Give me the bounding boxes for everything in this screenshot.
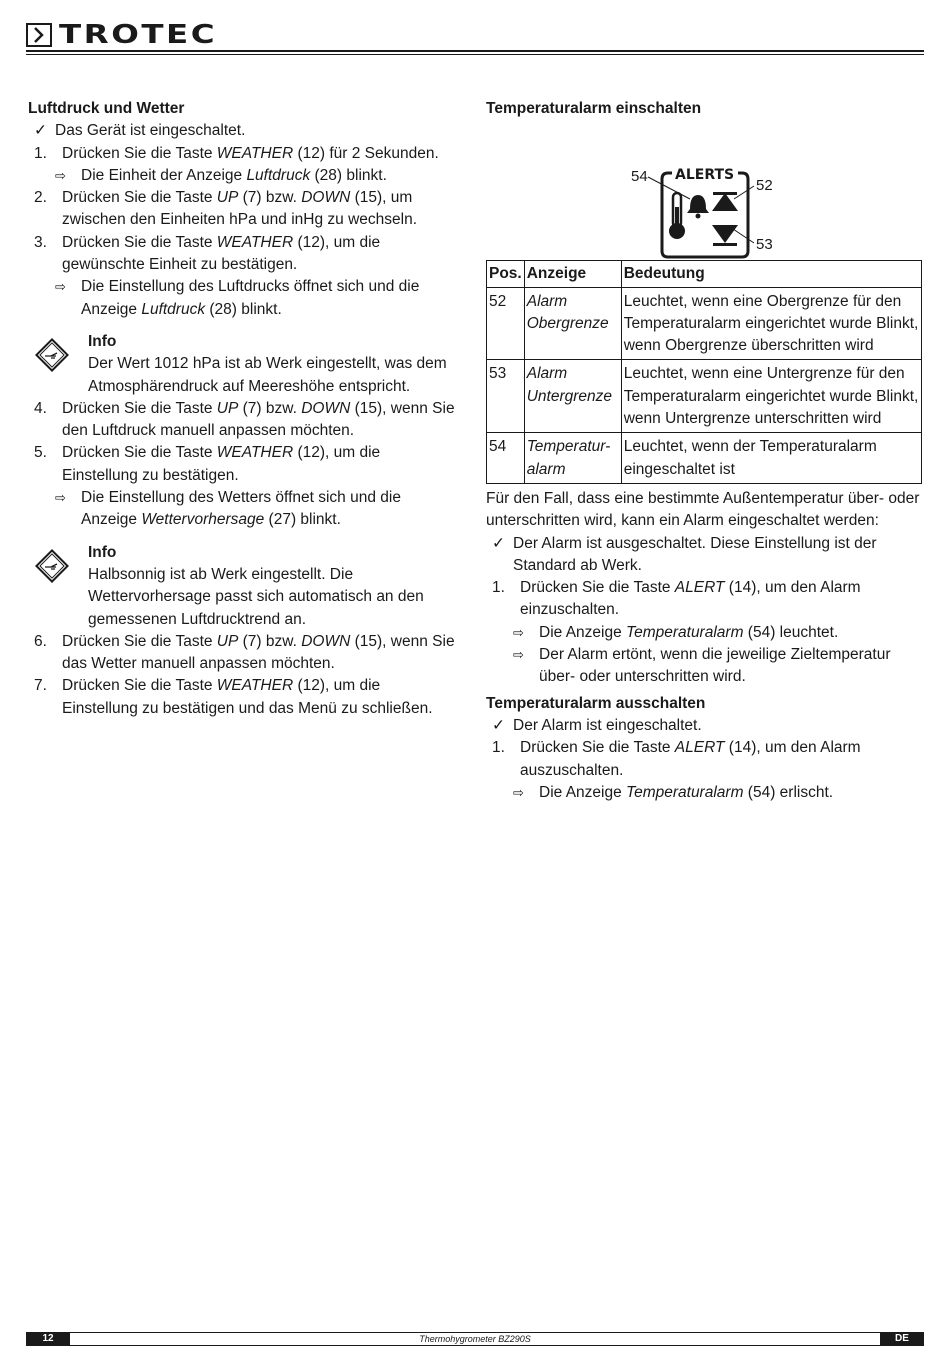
meaning-table: [486, 260, 922, 484]
section-title: Temperaturalarm einschalten: [486, 100, 702, 117]
info-box: [28, 331, 458, 398]
footer: [26, 1332, 924, 1346]
table-cell: 54: [487, 433, 525, 484]
checkmark-icon: ✓: [492, 716, 505, 734]
checkmark-icon: ✓: [34, 122, 47, 140]
arrow-right-icon: ⇨: [55, 167, 66, 183]
column-header: Pos.: [487, 261, 525, 287]
result-3: ⇨ Die Einstellung des Luftdrucks öffnet sich und die Anzeige Luftdruck (28) blinkt.: [55, 278, 420, 318]
table-cell: Temperatur-alarm: [524, 433, 621, 484]
step-6: 6. Drücken Sie die Taste UP (7) bzw. DOWN (15), wenn Sie das Wetter manuell anpassen möchten.: [34, 632, 455, 673]
result-1: ⇨ Die Einheit der Anzeige Luftdruck (28) blinkt.: [28, 165, 458, 187]
product-name: Thermohygrometer BZ290S: [419, 1334, 531, 1344]
step-1: 1. Drücken Sie die Taste WEATHER (12) für 2 Sekunden.: [34, 144, 439, 162]
info-text: Halbsonnig ist ab Werk eingestellt. Die Wettervorhersage passt sich automatisch an den gemessenen Luftdrucktrend an.: [88, 565, 424, 628]
result-1a: ⇨ Die Anzeige Temperaturalarm (54) leuchtet.: [486, 622, 926, 644]
table-cell: Alarm Untergrenze: [524, 360, 621, 433]
left-column: [28, 98, 458, 720]
arrow-right-icon: ⇨: [55, 490, 66, 506]
info-title: Info: [88, 332, 117, 350]
info-box: [28, 542, 458, 631]
table-cell: Leuchtet, wenn eine Untergrenze für den Temperaturalarm eingerichtet wurde Blinkt, wenn Untergrenze unterschritten wird: [621, 360, 921, 433]
arrow-right-icon: ⇨: [55, 279, 66, 295]
info-text: Der Wert 1012 hPa ist ab Werk eingestellt, was dem Atmosphärendruck auf Meereshöhe entspricht.: [88, 355, 447, 395]
step-5: 5. Drücken Sie die Taste WEATHER (12), um die Einstellung zu bestätigen.: [34, 444, 381, 484]
callout-52: 52: [756, 177, 773, 195]
step-3: 3. Drücken Sie die Taste WEATHER (12), um die gewünschte Einheit zu bestätigen.: [34, 233, 381, 274]
alerts-figure: [486, 120, 926, 254]
step-2: 2. Drücken Sie die Taste UP (7) bzw. DOWN (15), um zwischen den Einheiten hPa und inHg zu wechseln.: [34, 189, 418, 229]
arrow-right-icon: ⇨: [513, 624, 524, 640]
table-cell: 52: [487, 287, 525, 360]
step-1: 1. Drücken Sie die Taste ALERT (14), um den Alarm auszuschalten.: [492, 739, 861, 779]
callout-54: 54: [631, 168, 648, 186]
page-number: 12: [26, 1333, 70, 1345]
arrow-right-icon: ⇨: [513, 784, 524, 800]
table-cell: Alarm Obergrenze: [524, 287, 621, 360]
result-2: ⇨ Die Anzeige Temperaturalarm (54) erlischt.: [486, 782, 926, 804]
alerts-label: ALERTS: [675, 167, 735, 184]
section-title: Temperaturalarm ausschalten: [486, 694, 706, 712]
result-5: ⇨ Die Einstellung des Wetters öffnet sich und die Anzeige Wettervorhersage (27) blinkt.: [55, 489, 401, 529]
callout-53: 53: [756, 236, 773, 254]
table-row: [487, 287, 922, 360]
table-cell: 53: [487, 360, 525, 433]
brand-logo: TROTEC: [59, 20, 218, 50]
result-1b: ⇨ Der Alarm ertönt, wenn die jeweilige Zieltemperatur über- oder unterschritten wird.: [513, 646, 891, 686]
table-cell: Leuchtet, wenn der Temperaturalarm eingeschaltet ist: [621, 433, 921, 484]
language-code: DE: [880, 1333, 924, 1345]
pointing-hand-info-icon: [34, 337, 70, 373]
step-1: 1. Drücken Sie die Taste ALERT (14), um den Alarm einzuschalten.: [492, 579, 861, 619]
pointing-hand-info-icon: [34, 548, 70, 584]
precondition: ✓ Der Alarm ist ausgeschaltet. Diese Einstellung ist der Standard ab Werk.: [492, 534, 877, 574]
logo-chevron-icon: [26, 23, 52, 47]
intro-paragraph: Für den Fall, dass eine bestimmte Außentemperatur über- oder unterschritten wird, kann ein Alarm eingeschaltet werden:: [486, 489, 920, 530]
right-column: [486, 98, 926, 804]
table-row: [487, 433, 922, 484]
header: [26, 18, 924, 58]
step-7: 7. Drücken Sie die Taste WEATHER (12), um die Einstellung zu bestätigen und das Menü zu schließen.: [34, 677, 433, 717]
column-header: Bedeutung: [621, 261, 921, 287]
step-4: 4. Drücken Sie die Taste UP (7) bzw. DOWN (15), wenn Sie den Luftdruck manuell anpassen möchten.: [34, 399, 455, 440]
section-title: Luftdruck und Wetter: [28, 100, 185, 117]
precondition: ✓ Das Gerät ist eingeschaltet.: [28, 120, 458, 142]
checkmark-icon: ✓: [492, 534, 505, 552]
table-row: [487, 360, 922, 433]
header-rule-thin: [26, 54, 924, 55]
arrow-right-icon: ⇨: [513, 647, 524, 663]
precondition: ✓ Der Alarm ist eingeschaltet.: [486, 715, 926, 737]
alerts-display-illustration: [630, 155, 780, 265]
column-header: Anzeige: [524, 261, 621, 287]
info-title: Info: [88, 543, 117, 561]
header-rule: [26, 50, 924, 52]
table-cell: Leuchtet, wenn eine Obergrenze für den Temperaturalarm eingerichtet wurde Blinkt, wenn Obergrenze überschritten wird: [621, 287, 921, 360]
